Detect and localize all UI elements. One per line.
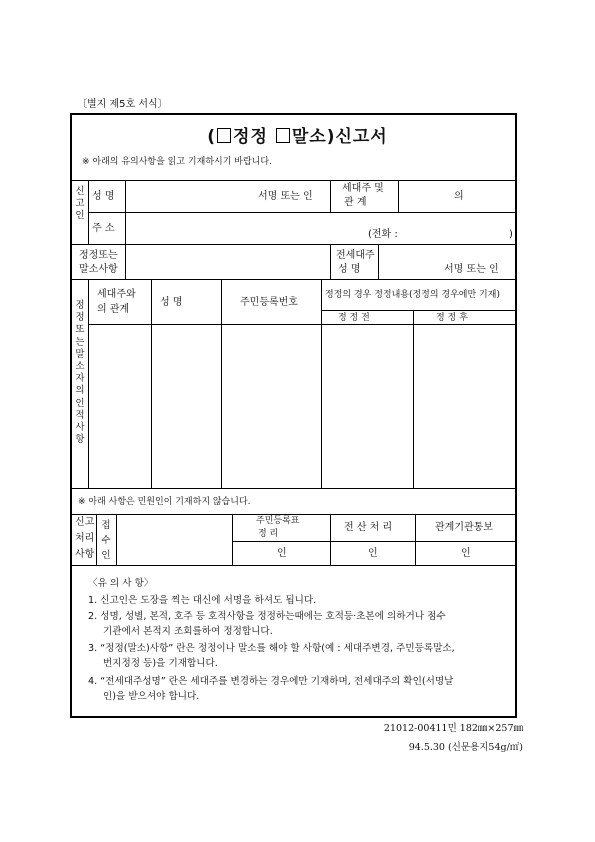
note-item-2-line2: 기관에서 본적지 조회를하여 정정합니다. — [103, 626, 273, 637]
rule — [378, 244, 379, 279]
rrn-cell[interactable] — [223, 326, 320, 486]
rule — [151, 279, 152, 488]
relation-cell[interactable] — [90, 326, 150, 486]
rule — [321, 279, 322, 488]
title-open: ( — [207, 127, 217, 147]
title-option-cancellation: 말소 — [291, 127, 327, 147]
reporter-phone-label: (전화 : — [368, 229, 398, 240]
frame-right — [515, 113, 517, 718]
rule — [71, 565, 516, 566]
note-item-3-line1: 3. “정정(말소)사항” 란은 정정이나 말소를 해야 할 사항(예 : 세대주변경, 주민등록말소, — [88, 643, 455, 654]
note-item-4-line1: 4. “전세대주성명” 란은 세대주를 변경하는 경우에만 기재하며, 전세대주의 확인(서명날 — [88, 676, 454, 687]
before-correction-cell[interactable] — [323, 326, 412, 486]
rule — [330, 244, 331, 279]
office-side-label-line1: 신고 — [75, 517, 95, 528]
office-notice: ※ 아래 사항은 민원인이 기재하지 않습니다. — [78, 497, 251, 507]
note-item-4-line2: 인)을 받으셔야 합니다. — [103, 691, 200, 702]
reporter-name-field[interactable] — [128, 183, 246, 209]
seal-agency-notice: 인 — [461, 548, 471, 559]
rule — [71, 180, 516, 181]
correction-items-field[interactable] — [128, 247, 327, 276]
checkbox-cancellation[interactable] — [276, 128, 290, 143]
rrn-correction-line2: 정 리 — [258, 529, 279, 539]
seal-computer-processing: 인 — [368, 548, 378, 559]
rule — [330, 514, 331, 565]
rule — [96, 514, 97, 565]
rule — [71, 488, 516, 489]
col-relation-line1: 세대주와 — [97, 289, 136, 300]
rule — [330, 180, 331, 212]
rule — [88, 212, 516, 213]
rule — [71, 279, 516, 280]
agency-notice-label: 관계기관통보 — [435, 522, 493, 533]
rule — [413, 310, 414, 488]
rrn-correction-line1: 주민등록표 — [256, 516, 300, 526]
name-cell[interactable] — [153, 326, 220, 486]
rule — [116, 514, 117, 565]
col-relation-line2: 의 관계 — [97, 304, 130, 315]
rule — [88, 279, 89, 488]
rule — [125, 180, 126, 244]
reporter-side-label: 신고인 — [75, 186, 85, 222]
seal-rrn-correction: 인 — [277, 548, 287, 559]
footer-form-code: 21012-00411민 182㎜×257㎜ — [383, 723, 523, 734]
reporter-address-label: 주 소 — [92, 223, 115, 234]
office-side-label-line3: 사항 — [75, 549, 95, 560]
rule — [321, 310, 516, 311]
reporter-phone-close: ) — [509, 229, 513, 240]
former-householder-field[interactable] — [381, 247, 441, 276]
reporter-name-label: 성 명 — [92, 191, 115, 202]
col-before-correction: 정 정 전 — [338, 313, 370, 323]
frame-top — [70, 113, 517, 115]
reporter-address-field[interactable] — [128, 215, 512, 228]
former-householder-sign-label: 서명 또는 인 — [444, 264, 499, 275]
rule — [88, 180, 89, 244]
rule — [221, 279, 222, 488]
checkbox-correction[interactable] — [217, 128, 231, 143]
correction-items-label-line1: 정정또는 — [79, 250, 118, 261]
relation-label-line2: 관 계 — [344, 197, 367, 208]
office-side-label-line2: 처리 — [75, 533, 95, 544]
frame-left — [70, 113, 72, 718]
col-after-correction: 정 정 후 — [436, 313, 468, 323]
col-name: 성 명 — [160, 297, 183, 308]
page-title — [0, 128, 595, 146]
rule — [88, 324, 516, 325]
rule — [71, 244, 516, 245]
former-householder-label-line1: 전세대주 — [336, 250, 375, 261]
rule — [415, 514, 416, 565]
col-correction-content: 정정의 경우 정정내용(정정의 경우에만 기재) — [325, 290, 500, 300]
col-rrn: 주민등록번호 — [240, 297, 298, 308]
rule — [125, 244, 126, 279]
rule — [71, 514, 516, 515]
note-item-2-line1: 2. 성명, 성별, 본적, 호주 등 호적사항을 정정하는때에는 호적등·초본에 의하거나 점수 — [88, 611, 446, 622]
relation-label-line1: 세대주 및 — [342, 183, 384, 194]
relation-suffix: 의 — [454, 191, 464, 202]
notes-heading: 〈유 의 사 항〉 — [88, 578, 154, 589]
note-item-3-line2: 번지정정 등)을 기재합니다. — [103, 658, 218, 669]
rule — [398, 180, 399, 212]
rule — [232, 514, 233, 565]
reporter-sign-label: 서명 또는 인 — [258, 191, 313, 202]
computer-processing-label: 전 산 처 리 — [344, 522, 393, 533]
rule — [232, 541, 516, 542]
former-householder-label-line2: 성 명 — [338, 264, 361, 275]
frame-bottom — [70, 716, 517, 718]
person-section-side-label: 정정또는말소자의인적사항 — [75, 300, 85, 446]
correction-items-label-line2: 말소사항 — [79, 264, 118, 275]
after-correction-cell[interactable] — [415, 326, 514, 486]
form-number-label: 〔별지 제5호 서식〕 — [77, 99, 168, 110]
receipt-label: 접수인 — [101, 520, 111, 561]
top-notice: ※ 아래의 유의사항을 읽고 기재하시기 바랍니다. — [82, 157, 272, 167]
note-item-1: 1. 신고인은 도장을 찍는 대신에 서명을 하셔도 됩니다. — [88, 595, 317, 606]
title-close: )신고서 — [326, 127, 388, 147]
title-option-correction: 정정 — [233, 127, 268, 147]
footer-paper-spec: 94.5.30 (신문용지54g/㎡) — [408, 742, 523, 753]
